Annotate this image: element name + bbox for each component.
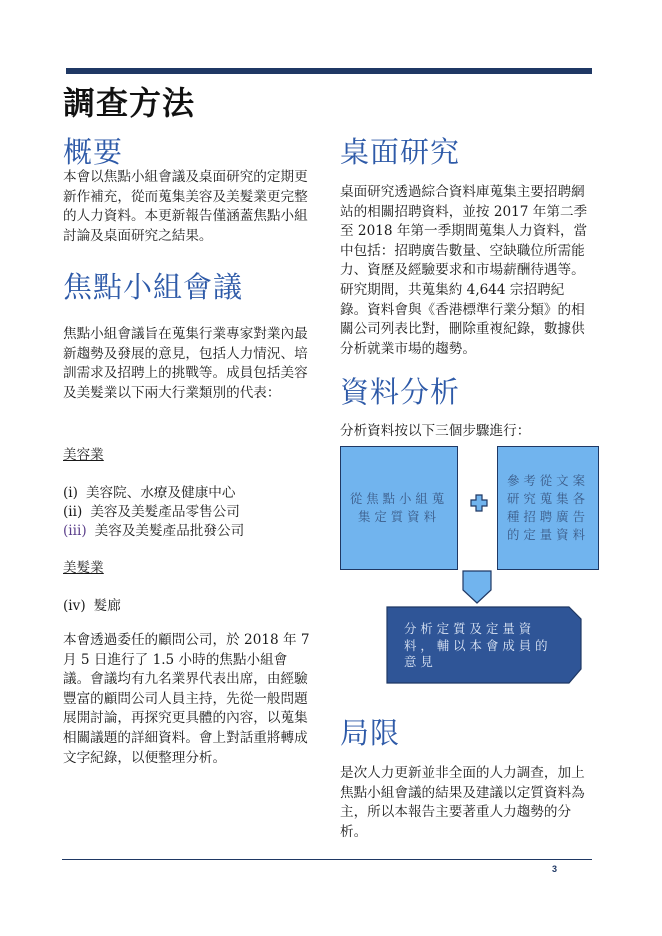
- footer-rule: [62, 859, 592, 860]
- list-item: [63, 484, 236, 503]
- page-title: 調查方法: [63, 84, 196, 122]
- top-rule: [66, 68, 592, 74]
- list-item-text: 髮廊: [93, 598, 121, 614]
- down-arrow-icon: [462, 570, 492, 604]
- list-item-text: 美容及美髮產品批發公司: [94, 523, 245, 539]
- desk-research-heading: 桌面研究: [340, 135, 461, 169]
- focus-group-heading: 焦點小組會議: [63, 270, 244, 304]
- list-item-text: 美容及美髮產品零售公司: [90, 504, 240, 520]
- beauty-industry-title: 美容業: [63, 447, 104, 463]
- focus-group-intro: 焦點小組會議旨在蒐集行業專家對業內最新趨勢及發展的意見，包括人力情況、培訓需求及招聘上的挑戰等。成員包括美容及美髮業以下兩大行業類別的代表：: [63, 326, 308, 401]
- list-item: [63, 503, 240, 522]
- limitations-body: 是次人力更新並非全面的人力調查，加上焦點小組會議的結果及建議以定質資料為主，所以本報告主要著重人力趨勢的分析。: [340, 765, 585, 840]
- analysis-intro: 分析資料按以下三個步驟進行：: [340, 423, 531, 439]
- analysis-heading: 資料分析: [340, 375, 461, 409]
- list-item-number: (iv): [63, 598, 86, 614]
- limitations-heading: 局限: [340, 716, 401, 750]
- list-item-number: (iii): [63, 523, 87, 539]
- list-item: [63, 522, 244, 541]
- list-item-text: 美容院、水療及健康中心: [85, 485, 236, 501]
- qualitative-data-box: [340, 446, 458, 570]
- list-item-number: (ii): [63, 504, 83, 520]
- plus-icon: [470, 494, 488, 512]
- list-item-number: (i): [63, 485, 78, 501]
- analysis-result-label: 分析定質及定量資料，輔以本會成員的意見: [404, 621, 552, 669]
- quantitative-data-label: 參考從文案研究蒐集各種招聘廣告的定量資料: [507, 473, 589, 542]
- overview-heading: 概要: [63, 135, 124, 169]
- overview-body: 本會以焦點小組會議及桌面研究的定期更新作補充，從而蒐集美容及美髮業更完整的人力資料。本更新報告僅涵蓋焦點小組討論及桌面研究之結果。: [63, 169, 308, 244]
- page-number: 3: [552, 864, 558, 874]
- meeting-description: 本會透過委任的顧問公司，於 2018 年 7 月 5 日進行了 1.5 小時的焦點小組會議。會議均有九名業界代表出席，由經驗豐富的顧問公司人員主持，先從一般問題展開討論，再探究更具體的內容，以蒐集相關議題的詳細資料。會上對話重將轉成文字紀錄，以便整理分析。: [63, 632, 310, 766]
- list-item: [63, 597, 121, 616]
- hair-industry-title: 美髮業: [63, 560, 104, 576]
- quantitative-data-box: [497, 446, 599, 570]
- qualitative-data-label: 從焦點小組蒐集定質資料: [349, 491, 449, 524]
- desk-research-body: 桌面研究透過綜合資料庫蒐集主要招聘網站的相關招聘資料，並按 2017 年第二季至 2018 年第一季期間蒐集人力資料，當中包括：招聘廣告數量、空缺職位所需能力、資歷及經驗要求和市場薪酬待遇等。研究期間，共蒐集約 4,644 宗招聘紀錄。資料會與《香港標準行業分類》的相關公司列表比對，刪除重複紀錄，數據供分析就業市場的趨勢。: [340, 184, 588, 357]
